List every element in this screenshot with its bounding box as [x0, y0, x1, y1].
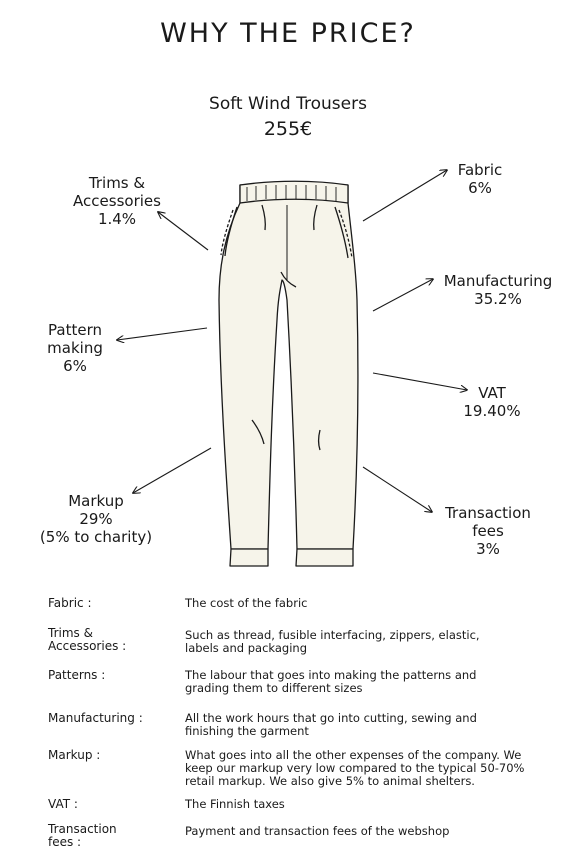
glossary-term: Manufacturing : [48, 711, 143, 725]
glossary-desc: The labour that goes into making the patterns and grading them to different sizes [185, 668, 477, 695]
label-fabric: Fabric 6% [457, 161, 503, 197]
trousers-illustration-icon [219, 181, 358, 566]
glossary-term: Patterns : [48, 668, 106, 682]
label-vat: VAT 19.40% [463, 384, 521, 420]
glossary-term: VAT : [48, 797, 78, 811]
glossary-desc: Such as thread, fusible interfacing, zippers, elastic, labels and packaging [185, 628, 480, 655]
glossary-desc: The Finnish taxes [185, 797, 285, 811]
product-name: Soft Wind Trousers [209, 94, 367, 114]
label-transaction: Transaction fees 3% [445, 504, 531, 558]
glossary-desc: What goes into all the other expenses of the company. We keep our markup very low compared to the typical 50-70% retail markup. We also give 5% to animal shelters. [185, 748, 525, 788]
label-pattern: Pattern making 6% [47, 321, 103, 375]
arrow-markup [133, 448, 211, 493]
glossary-term: Trims & Accessories : [48, 626, 127, 653]
label-manufacturing: Manufacturing 35.2% [443, 272, 553, 308]
arrow-manufacturing [373, 279, 433, 311]
glossary-desc: All the work hours that go into cutting, sewing and finishing the garment [185, 711, 477, 738]
glossary-term: Transaction fees : [48, 822, 117, 849]
arrow-fabric [363, 170, 447, 221]
glossary-desc: Payment and transaction fees of the webshop [185, 824, 450, 838]
page-title: WHY THE PRICE? [160, 18, 416, 49]
arrow-pattern [117, 328, 207, 340]
label-markup: Markup 29% (5% to charity) [39, 492, 153, 546]
product-price: 255€ [263, 118, 313, 140]
glossary-desc: The cost of the fabric [185, 596, 308, 610]
label-trims: Trims & Accessories 1.4% [73, 174, 161, 228]
glossary-term: Fabric : [48, 596, 92, 610]
arrow-transaction [363, 467, 432, 512]
glossary-term: Markup : [48, 748, 101, 762]
